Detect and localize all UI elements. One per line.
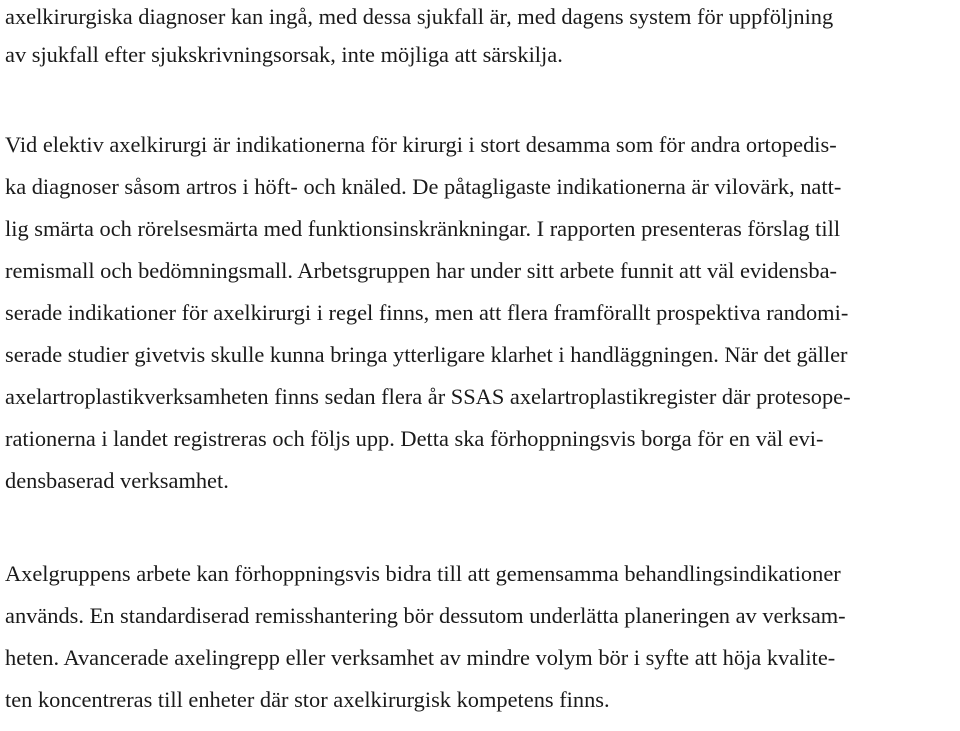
text-line: serade indikationer för axelkirurgi i regel finns, men att flera framförallt prospektiva randomi- [5,300,849,325]
text-line: Vid elektiv axelkirurgi är indikationerna för kirurgi i stort desamma som för andra ortopedis- [5,132,837,157]
text-line: används. En standardiserad remisshantering bör dessutom underlätta planeringen av verksam- [5,603,846,628]
text-line: heten. Avancerade axelingrepp eller verksamhet av mindre volym bör i syfte att höja kvalite- [5,645,836,670]
text-line: densbaserad verksamhet. [5,468,229,493]
text-line: ka diagnoser såsom artros i höft- och knäled. De påtagligaste indikationerna är vilovärk, natt- [5,174,842,199]
text-line: Axelgruppens arbete kan förhoppningsvis bidra till att gemensamma behandlingsindikationer [5,561,841,586]
text-line: av sjukfall efter sjukskrivningsorsak, inte möjliga att särskilja. [5,42,563,67]
text-line: axelkirurgiska diagnoser kan ingå, med dessa sjukfall är, med dagens system för uppföljning [5,4,834,29]
text-line: serade studier givetvis skulle kunna bringa ytterligare klarhet i handläggningen. När det gäller [5,342,848,367]
text-line: lig smärta och rörelsesmärta med funktionsinskränkningar. I rapporten presenteras förslag till [5,216,841,241]
text-line: ten koncentreras till enheter där stor axelkirurgisk kompetens finns. [5,687,610,712]
text-line: rationerna i landet registreras och följs upp. Detta ska förhoppningsvis borga för en väl evi- [5,426,824,451]
text-line: remismall och bedömningsmall. Arbetsgruppen har under sitt arbete funnit att väl evidensba- [5,258,837,283]
text-line: axelartroplastikverksamheten finns sedan flera år SSAS axelartroplastikregister där protesope- [5,384,851,409]
